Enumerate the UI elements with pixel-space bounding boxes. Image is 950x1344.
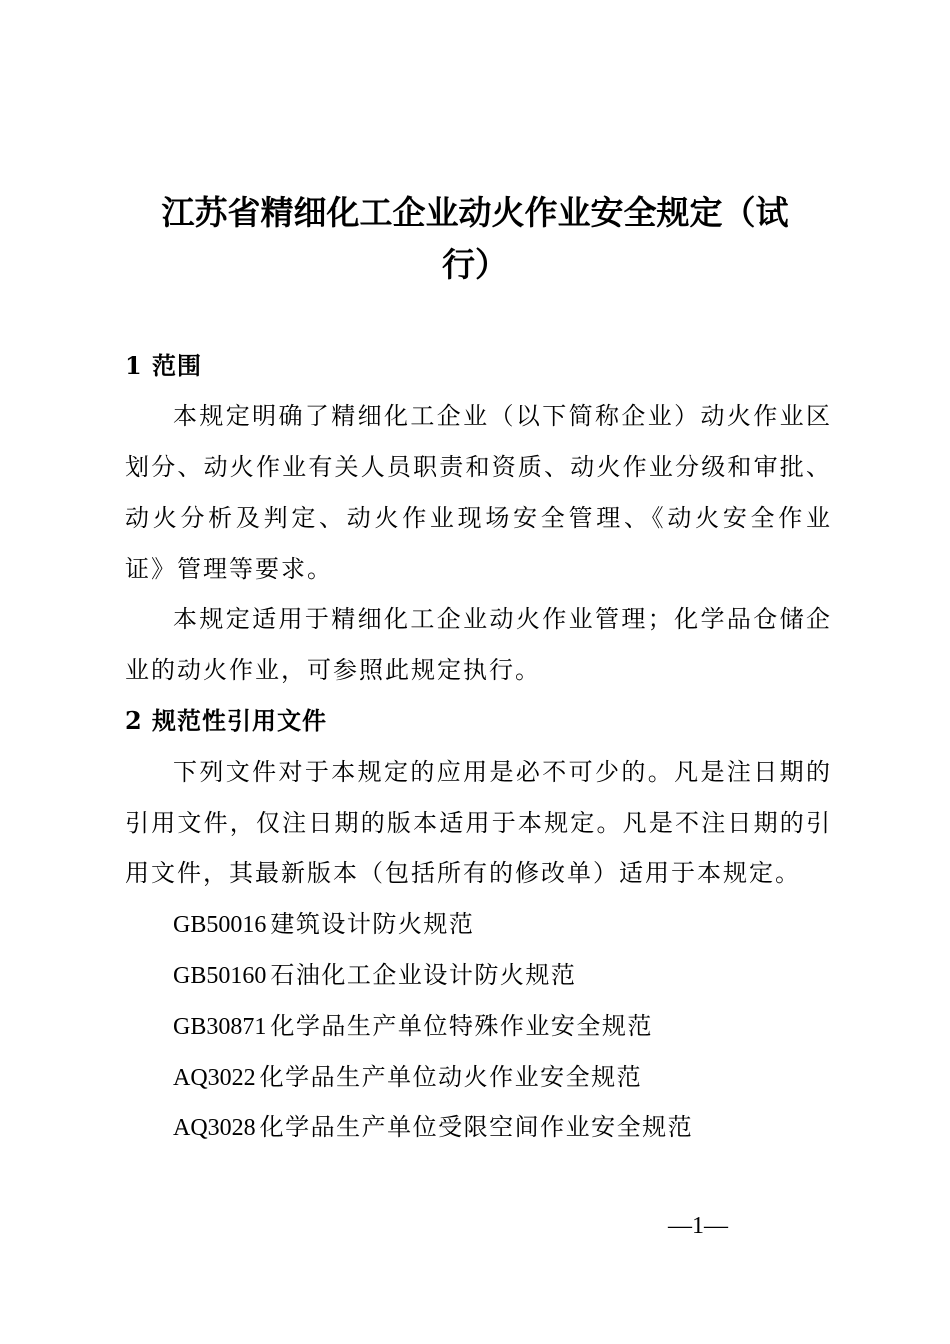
document-title-line-1: 江苏省精细化工企业动火作业安全规定（试: [161, 193, 789, 232]
reference-code: AQ3022: [173, 1065, 256, 1091]
reference-item: [173, 1061, 642, 1094]
section-1-paragraph-1-line-4: 证》管理等要求。: [125, 555, 333, 583]
section-2-heading: 2 规范性引用文件: [125, 706, 328, 735]
reference-item: [173, 1111, 693, 1144]
reference-title: 化学品生产单位受限空间作业安全规范: [259, 1113, 694, 1141]
reference-code: GB30871: [173, 1014, 267, 1040]
reference-code: AQ3028: [173, 1115, 256, 1141]
section-1-paragraph-2-line-1: 本规定适用于精细化工企业动火作业管理；化学品仓储企: [173, 605, 830, 633]
section-1-paragraph-1-line-2: 划分、动火作业有关人员职责和资质、动火作业分级和审批、: [125, 453, 830, 481]
reference-title: 建筑设计防火规范: [270, 910, 475, 938]
section-1-paragraph-1-line-1: 本规定明确了精细化工企业（以下简称企业）动火作业区: [173, 402, 830, 430]
section-1-heading: 1 范围: [125, 351, 203, 380]
reference-title: 化学品生产单位动火作业安全规范: [259, 1063, 643, 1091]
reference-code: GB50016: [173, 912, 267, 938]
section-1-paragraph-2-line-2: 业的动火作业，可参照此规定执行。: [125, 656, 541, 684]
reference-item: [173, 1010, 653, 1043]
section-2-paragraph-line-2: 引用文件，仅注日期的版本适用于本规定。凡是不注日期的引: [125, 809, 830, 837]
document-title-line-2: 行）: [442, 245, 508, 284]
reference-title: 化学品生产单位特殊作业安全规范: [270, 1012, 653, 1040]
reference-code: GB50160: [173, 963, 267, 989]
section-1-paragraph-1-line-3: 动火分析及判定、动火作业现场安全管理、《动火安全作业: [125, 504, 830, 532]
section-2-paragraph-line-1: 下列文件对于本规定的应用是必不可少的。凡是注日期的: [173, 758, 830, 786]
reference-title: 石油化工企业设计防火规范: [270, 961, 577, 989]
reference-item: [173, 959, 576, 992]
page-number: —1—: [668, 1213, 728, 1239]
section-2-paragraph-line-3: 用文件，其最新版本（包括所有的修改单）适用于本规定。: [125, 859, 801, 887]
reference-item: [173, 908, 474, 941]
